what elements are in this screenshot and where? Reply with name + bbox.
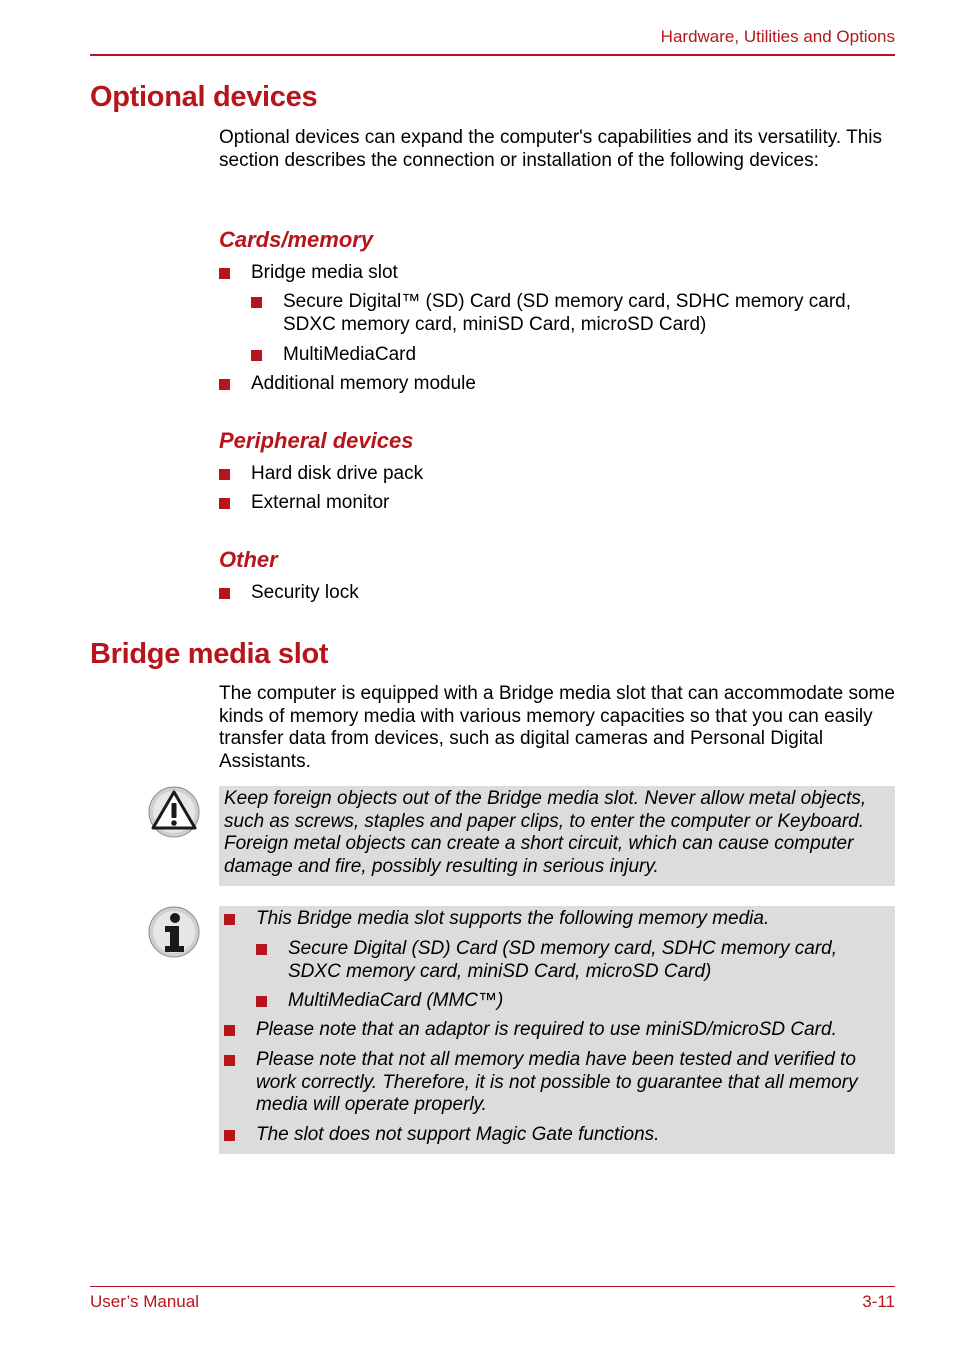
footer-page-number: 3-11 <box>862 1292 895 1311</box>
square-bullet-icon <box>224 1025 235 1036</box>
section-title-optional-devices: Optional devices <box>90 81 318 113</box>
list-item: Secure Digital™ (SD) Card (SD memory card, SDHC memory card, SDXC memory card, miniSD Card, microSD Card) <box>251 291 895 336</box>
section-title-bridge-media-slot: Bridge media slot <box>90 638 329 670</box>
info-icon <box>148 906 200 958</box>
warning-triangle-icon <box>148 786 200 838</box>
list-item: Please note that not all memory media have been tested and verified to work correctly. Therefore, it is not possible to guarantee that all memory media will operate properly. <box>224 1049 892 1117</box>
list-item: Bridge media slot <box>219 262 895 285</box>
square-bullet-icon <box>256 944 267 955</box>
list-item: Security lock <box>219 582 895 605</box>
list-item: The slot does not support Magic Gate functions. <box>224 1124 892 1147</box>
note-box <box>219 906 895 1154</box>
square-bullet-icon <box>219 498 230 509</box>
list-item: Secure Digital (SD) Card (SD memory card, SDHC memory card, SDXC memory card, miniSD Card, microSD Card) <box>256 938 892 983</box>
square-bullet-icon <box>224 1130 235 1141</box>
list-item: Please note that an adaptor is required to use miniSD/microSD Card. <box>224 1019 892 1042</box>
subheading-other: Other <box>219 547 278 572</box>
caution-text: Keep foreign objects out of the Bridge media slot. Never allow metal objects, such as screws, staples and paper clips, to enter the computer or Keyboard. Foreign metal objects can create a short circuit, which can cause computer damage and fire, possibly resulting in serious injury. <box>224 788 867 877</box>
square-bullet-icon <box>219 268 230 279</box>
list-item: Hard disk drive pack <box>219 463 895 486</box>
footer-rule <box>90 1286 895 1287</box>
square-bullet-icon <box>256 996 267 1007</box>
running-header: Hardware, Utilities and Options <box>660 27 895 46</box>
footer-manual-title: User’s Manual <box>90 1292 199 1311</box>
square-bullet-icon <box>219 379 230 390</box>
square-bullet-icon <box>251 297 262 308</box>
square-bullet-icon <box>224 1055 235 1066</box>
list-item: MultiMediaCard <box>251 344 895 367</box>
square-bullet-icon <box>251 350 262 361</box>
header-rule <box>90 54 895 56</box>
subheading-peripheral-devices: Peripheral devices <box>219 428 414 453</box>
list-item: This Bridge media slot supports the following memory media. <box>224 908 892 931</box>
square-bullet-icon <box>219 588 230 599</box>
caution-box <box>219 786 895 886</box>
list-item: MultiMediaCard (MMC™) <box>256 990 892 1013</box>
square-bullet-icon <box>219 469 230 480</box>
list-item: External monitor <box>219 492 895 515</box>
subheading-cards-memory: Cards/memory <box>219 227 374 252</box>
optional-intro-paragraph: Optional devices can expand the computer's capabilities and its versatility. This section describes the connection or installation of the following devices: <box>219 127 882 171</box>
bridge-intro-paragraph: The computer is equipped with a Bridge media slot that can accommodate some kinds of memory media with various memory capacities so that you can easily transfer data from devices, such as digital cameras and Personal Digital Assistants. <box>219 683 895 772</box>
list-item: Additional memory module <box>219 373 895 396</box>
square-bullet-icon <box>224 914 235 925</box>
